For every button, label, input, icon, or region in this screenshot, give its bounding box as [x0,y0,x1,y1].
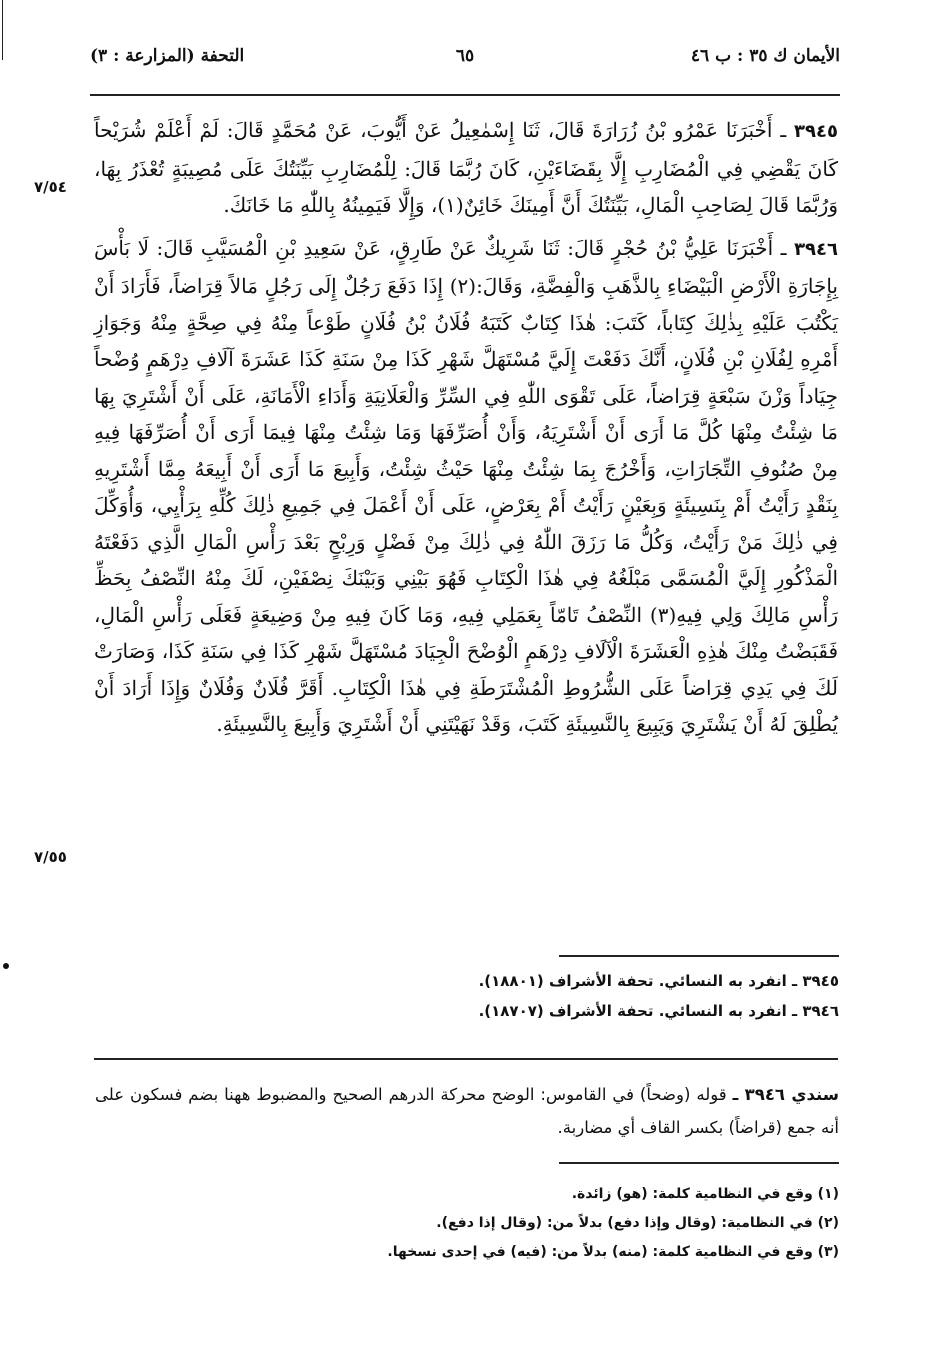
header-divider [90,94,840,96]
margin-ref-2: ٧/٥٥ [34,848,67,866]
page-edge-line [2,0,3,60]
footnote-3: (٣) وقع في النظامية كلمة: (منه) بدلاً من: (فيه) في إحدى نسخها. [387,1244,839,1260]
margin-dot [3,963,9,969]
header-chapter-ref: الأيمان ك ٣٥ : ب ٤٦ [690,46,840,66]
hadith-3946 [94,230,838,743]
sindi-divider [94,1058,838,1060]
sindi-lead: سندي ٣٩٤٦ ـ [732,1085,840,1104]
hadith-number: ٣٩٤٥ [794,121,838,142]
footnote-2: (٢) في النظامية: (وقال وإذا دفع) بدلاً من: (وقال إذا دفع). [436,1215,839,1231]
footnotes-divider [559,1162,839,1164]
sindi-text: قوله (وضحاً) في القاموس: الوضح محركة الدرهم الصحيح والمضبوط ههنا بضم فسكون على أنه جمع (قراضاً) بكسر القاف أي مضاربة. [95,1085,839,1137]
takhrij-notes [95,966,839,1026]
footnotes [95,1180,839,1267]
header-tuhfa-ref: التحفة (المزارعة : ٣) [90,46,245,66]
takhrij-line: ٣٩٤٦ ـ انفرد به النسائي. تحفة الأشراف (١٨٧٠٧). [478,1002,839,1020]
takhrij-line: ٣٩٤٥ ـ انفرد به النسائي. تحفة الأشراف (١٨٨٠١). [478,972,839,990]
hadith-text: ـ أَخْبَرَنَا عَلِيُّ بْنُ حُجْرٍ قَالَ: ثَنَا شَرِيكٌ عَنْ طَارِقٍ، عَنْ سَعِيدِ بْنِ الْمُسَيَّبِ قَالَ: لَا بَأْسَ بِإِجَارَةِ الْأَرْضِ الْبَيْضَاءِ بِالذَّهَبِ وَالْفِضَّةِ، وَقَالَ:(٢) إِذَا دَفَعَ رَجُلٌ إِلَى رَجُلٍ مَالاً قِرَاضاً، فَأَرَادَ أَنْ يَكْتُبَ عَلَيْهِ بِذٰلِكَ كِتَاباً، كَتَبَ: هٰذَا كِتَابٌ كَتَبَهُ فُلَانُ بْنُ فُلَانٍ طَوْعاً مِنْهُ فِي صِحَّةٍ مِنْهُ وَجَوَازِ أَمْرِهِ لِفُلَانِ بْنِ فُلَانٍ، أَنَّكَ دَفَعْتَ إِلَيَّ مُسْتَهَلَّ شَهْرِ كَذَا مِنْ سَنَةِ كَذَا عَشَرَةَ آلَافِ دِرْهَمٍ وُضْحاً جِيَاداً وَزْنَ سَبْعَةٍ قِرَاضاً، عَلَى تَقْوَى اللّٰهِ فِي السِّرِّ وَالْعَلَانِيَةِ وَأَدَاءِ الْأَمَانَةِ، عَلَى أَنْ أَشْتَرِيَ بِهَا مَا شِئْتُ مِنْهَا كُلَّ مَا أَرَى أَنْ أَشْتَرِيَهُ، وَأَنْ أُصَرِّفَهَا وَمَا شِئْتُ مِنْهَا فِيمَا أَرَى أَنْ أُصَرِّفَهَا فِيهِ مِنْ صُنُوفِ التِّجَارَاتِ، وَأَخْرُجَ بِمَا شِئْتُ مِنْهَا حَيْثُ شِئْتُ، وَأَبِيعَ مَا أَرَى أَنْ أَبِيعَهُ مِمَّا أَشْتَرِيهِ بِنَقْدٍ رَأَيْتُ أَمْ بِنَسِيئَةٍ وَبِعَيْنٍ رَأَيْتُ أَمْ بِعَرْضٍ، عَلَى أَنْ أَعْمَلَ فِي جَمِيعِ ذٰلِكَ كُلِّهِ بِرَأْيِي، وَأُوَكِّلَ فِي ذٰلِكَ مَنْ رَأَيْتُ، وَكُلُّ مَا رَزَقَ اللّٰهُ فِي ذٰلِكَ مِنْ فَضْلٍ وَرِبْحٍ بَعْدَ رَأْسِ الْمَالِ الَّذِي دَفَعْتَهُ الْمَذْكُورِ إِلَيَّ الْمُسَمَّى مَبْلَغُهُ فِي هٰذَا الْكِتَابِ فَهُوَ بَيْنِي وَبَيْنَكَ نِصْفَيْنِ، لَكَ مِنْهُ النِّصْفُ بِحَظِّ رَأْسِ مَالِكَ وَلِي فِيهِ(٣) النِّصْفُ تَامّاً بِعَمَلِي فِيهِ، وَمَا كَانَ فِيهِ مِنْ وَضِيعَةٍ فَعَلَى رَأْسِ الْمَالِ، فَقَبَضْتُ مِنْكَ هٰذِهِ الْعَشَرَةَ الْآلَافِ دِرْهَمٍ الْوُضْحَ الْجِيَادَ مُسْتَهَلَّ شَهْرِ كَذَا فِي سَنَةِ كَذَا، وَصَارَتْ لَكَ فِي يَدِي قِرَاضاً عَلَى الشُّرُوطِ الْمُشْتَرَطَةِ فِي هٰذَا الْكِتَابِ. أَقَرَّ فُلَانٌ وَفُلَانٌ وَإِذَا أَرَادَ أَنْ يُطْلِقَ لَهُ أَنْ يَشْتَرِيَ وَيَبِيعَ بِالنَّسِيئَةِ كَتَبَ، وَقَدْ نَهَيْتَنِي أَنْ أَشْتَرِيَ وَأَبِيعَ بِالنَّسِيئَةِ. [94,235,839,736]
takhrij-divider [559,955,839,957]
footnote-1: (١) وقع في النظامية كلمة: (هو) زائدة. [571,1186,839,1202]
sindi-commentary [95,1078,839,1144]
main-text [94,112,838,749]
hadith-text: ـ أَخْبَرَنَا عَمْرُو بْنُ زُرَارَةَ قَالَ، ثَنَا إِسْمٰعِيلُ عَنْ أَيُّوبَ، عَنْ مُحَمَّدٍ قَالَ: لَمْ أَعْلَمْ شُرَيْحاً كَانَ يَقْضِي فِي الْمُضَارِبِ إِلَّا بِقَضَاءَيْنِ، كَانَ رُبَّمَا قَالَ: لِلْمُضَارِبِ بَيِّنَتُكَ عَلَى مُصِيبَةٍ تُعْذَرُ بِهَا، وَرُبَّمَا قَالَ لِصَاحِبِ الْمَالِ، بَيِّنَتُكَ أَنَّ أَمِينَكَ خَائِنٌ(١)، وَإِلَّا فَيَمِينُهُ بِاللّٰهِ مَا خَانَكَ. [94,118,838,217]
page-header [90,40,840,74]
margin-ref-1: ٧/٥٤ [34,178,67,196]
page-number: ٦٥ [455,46,475,66]
hadith-3945 [94,112,838,224]
hadith-number: ٣٩٤٦ [794,238,839,260]
